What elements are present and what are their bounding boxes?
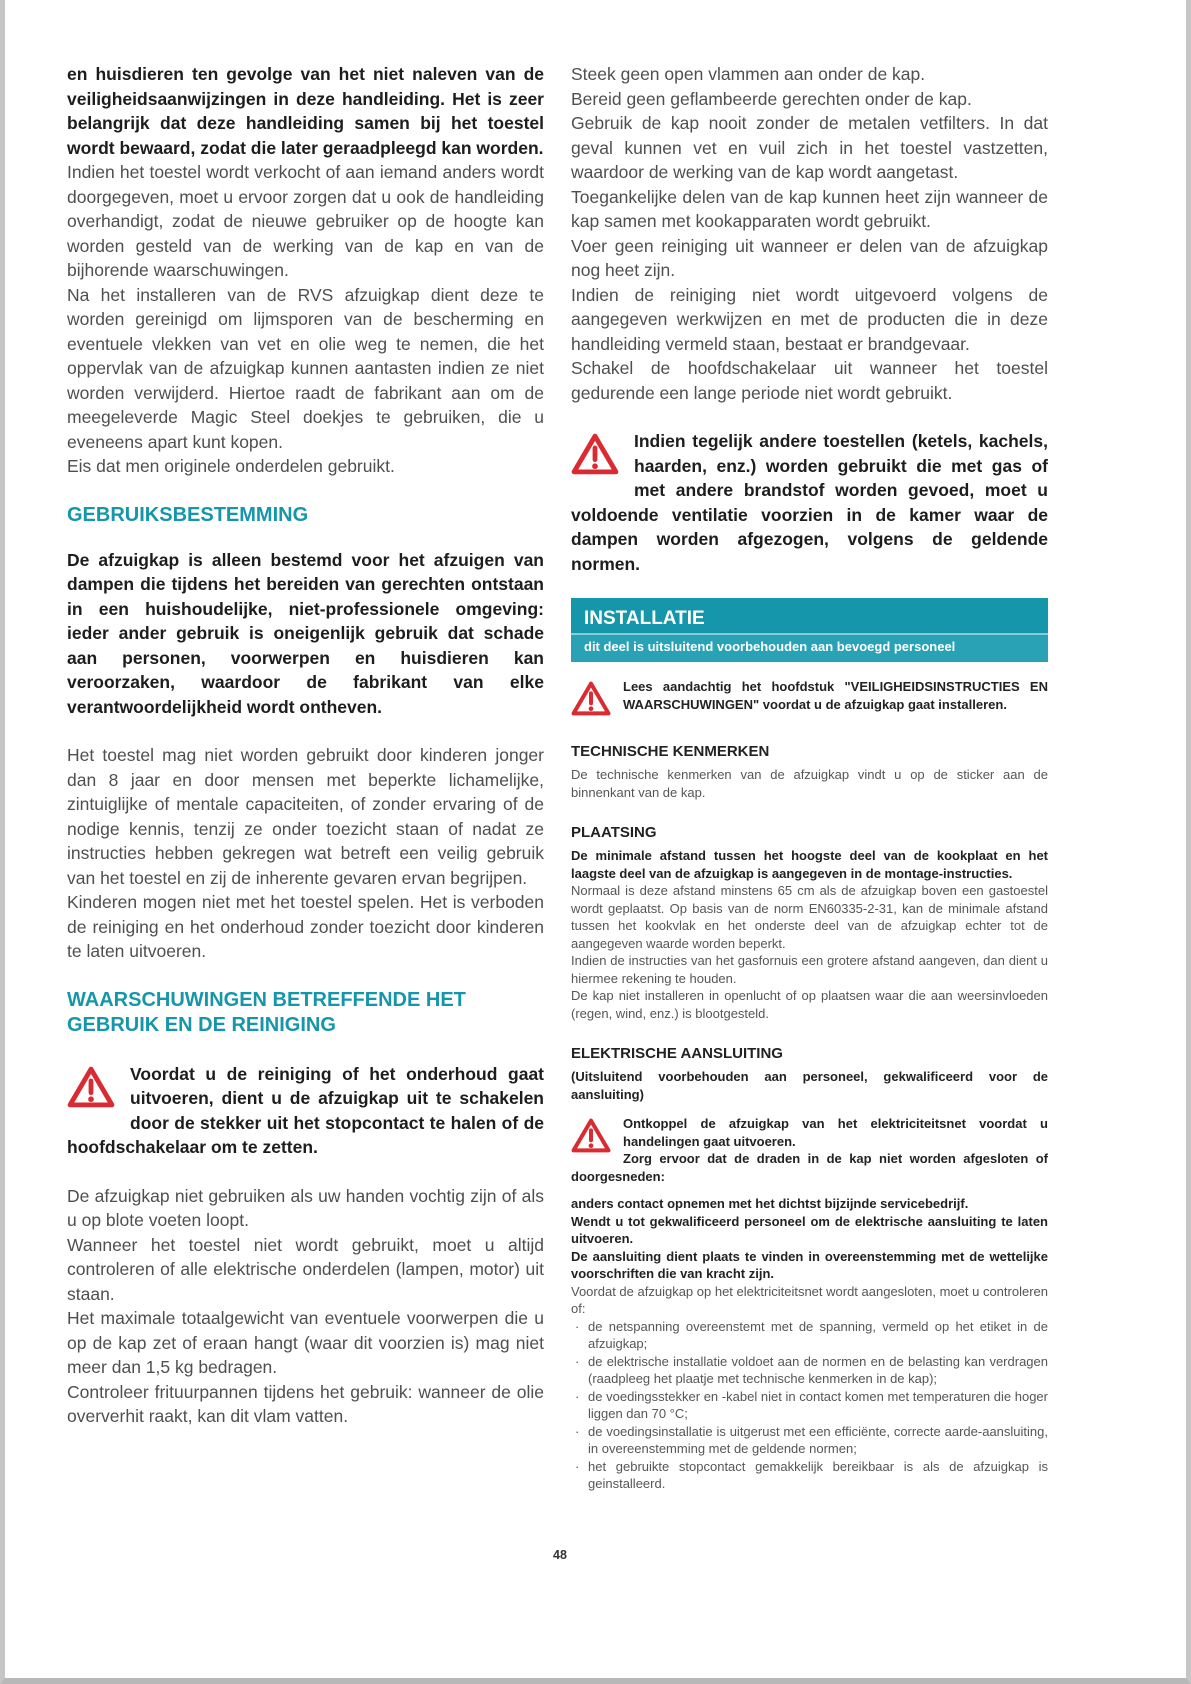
two-column-layout [5,0,1186,1493]
para-transfer: Indien het toestel wordt verkocht of aan iemand anders wordt doorgegeven, moet u ervoor zorgen dat u ook de handleiding overhandigt, zodat de nieuwe gebruiker op de hoogte kan worden gesteld van de werking van de kap en van de bijhorende waarschuwingen. [67,162,544,280]
para-max-weight: Het maximale totaalgewicht van eventuele voorwerpen die u op de kap zet of eraan hangt (waar dit voorzien is) mag niet meer dan 1,5 kg bedragen. [67,1308,544,1377]
installation-banner-title: INSTALLATIE [584,608,705,629]
warning-block-read-chapter [571,678,1048,720]
right-column [571,62,1048,1493]
para-cleaning-steel: Na het installeren van de RVS afzuigkap dient deze te worden gereinigd om lijmsporen van de bescherming en eventuele vlekken van vet en olie weg te nemen, die het oppervlak van de afzuigkap kunnen aantasten indien ze niet worden verwijderd. Hiertoe raadt de fabrikant aan om de meegeleverde Magic Steel doekjes te gebruiken, die u eveneens apart kunt kopen. [67,284,544,452]
para-qualified-personnel: Wendt u tot gekwalificeerd personeel om de elektrische aansluiting te laten uitvoeren. [571,1213,1048,1246]
para-main-switch: Schakel de hoofdschakelaar uit wanneer het toestel gedurende een lange periode niet wordt gebruikt. [571,358,1048,403]
warning-text-disconnect: Voordat u de reiniging of het onderhoud gaat uitvoeren, dient u de afzuigkap uit te schakelen door de stekker uit het stopcontact te halen of de hoofdschakelaar om te zetten. [67,1063,544,1157]
warning-icon [571,680,611,717]
bullet-installation-norms: · de elektrische installatie voldoet aan de normen en de belasting kan verdragen (raadpleeg het plaatje met technische kenmerken in de kap); [571,1353,1048,1388]
intro-bold-paragraph: en huisdieren ten gevolge van het niet naleven van de veiligheidsaanwijzingen in deze handleiding. Het is zeer belangrijk dat deze handleiding samen bij het toestel wordt bewaard, zodat die later geraadpleegd kan worden. [67,64,544,158]
bullet-voltage: · de netspanning overeenstemt met de spanning, vermeld op het etiket in de afzuigkap; [571,1318,1048,1353]
para-open-flames: Steek geen open vlammen aan onder de kap. [571,64,926,84]
para-placement-3: De kap niet installeren in openlucht of op plaatsen waar die aan weersinvloeden (regen, wind, enz.) is blootgesteld. [571,988,1048,1021]
heading-electrical-connection: ELEKTRISCHE AANSLUITING [571,1045,783,1062]
bullet-socket-accessible: · het gebruikte stopcontact gemakkelijk bereikbaar is als de afzuigkap is geinstalleerd. [571,1458,1048,1493]
para-check-intro: Voordat de afzuigkap op het elektriciteitsnet wordt aangesloten, moet u controleren of: [571,1283,1048,1316]
heading-usage: GEBRUIKSBESTEMMING [67,503,309,526]
para-children-2: Kinderen mogen niet met het toestel spelen. Het is verboden de reiniging en het onderhoud zonder toezicht door kinderen te laten uitvoeren. [67,892,544,961]
para-filters: Gebruik de kap nooit zonder de metalen vetfilters. In dat geval kunnen vet en vuil zich in het toestel vastzetten, waardoor de werking van de kap wordt aangetast. [571,113,1048,182]
installation-banner-subtitle: dit deel is uitsluitend voorbehouden aan bevoegd personeel [571,633,1048,662]
warning-block-ventilation [571,429,1048,576]
para-placement-1: Normaal is deze afstand minstens 65 cm als de afzuigkap boven een gastoestel wordt geplaatst. Op basis van de norm EN60335-2-31, kan de minimale afstand tussen het kookvlak en het onderste deel van de afzuigkap echter tot de aangegeven waarde worden beperkt. [571,883,1048,951]
bullet-earth-connection: · de voedingsinstallatie is uitgerust met een efficiënte, correcte aarde-aansluiting, in overeenstemming met de geldende normen; [571,1423,1048,1458]
warning-text-wires: Zorg ervoor dat de draden in de kap niet worden afgesloten of doorgesneden: [571,1151,1048,1184]
para-fire-risk: Indien de reiniging niet wordt uitgevoerd volgens de aangegeven werkwijzen en met de producten die in deze handleiding vermeld staan, bestaat er brandgevaar. [571,284,1048,354]
para-hot-parts: Toegankelijke delen van de kap kunnen heet zijn wanneer de kap samen met kookapparaten wordt gebruikt. [571,186,1048,231]
para-electrical-subheading: (Uitsluitend voorbehouden aan personeel, gekwalificeerd voor de aansluiting) [571,1069,1048,1102]
bullet-plug-temperature: · de voedingsstekker en -kabel niet in contact komen met temperaturen die hoger liggen dan 70 °C; [571,1388,1048,1423]
warning-block-electrical [571,1115,1048,1185]
para-children-1: Het toestel mag niet worden gebruikt door kinderen jonger dan 8 jaar en door mensen met beperkte lichamelijke, zintuiglijke of mentale capaciteiten, of zonder ervaring of de nodige kennis, tenzij ze onder toezicht staan of nadat ze instructies hebben gekregen wat betreft een veilig gebruik van het toestel en zij de inherente gevaren ervan begrijpen. [67,745,544,888]
warning-icon [571,432,619,476]
heading-technical-features: TECHNISCHE KENMERKEN [571,743,770,760]
para-original-parts: Eis dat men originele onderdelen gebruikt. [67,456,395,476]
warning-text-read-chapter: Lees aandachtig het hoofdstuk "VEILIGHEIDSINSTRUCTIES EN WAARSCHUWINGEN" voordat u de afzuigkap gaat installeren. [623,679,1048,712]
para-legal-regulations: De aansluiting dient plaats te vinden in overeenstemming met de wettelijke voorschriften die van kracht zijn. [571,1248,1048,1281]
para-placement-bold: De minimale afstand tussen het hoogste deel van de kookplaat en het laagste deel van de afzuigkap is aangegeven in de montage-instructies. [571,848,1048,881]
para-frying: Controleer frituurpannen tijdens het gebruik: wanneer de olie oververhit raakt, kan dit vlam vatten. [67,1381,544,1426]
para-clean-hot: Voer geen reiniging uit wanneer er delen van de afzuigkap nog heet zijn. [571,235,1048,280]
warning-icon [67,1065,115,1109]
warning-text-ventilation: Indien tegelijk andere toestellen (ketels, kachels, haarden, enz.) worden gebruikt die met gas of met andere brandstof worden gevoed, moet u voldoende ventilatie voorzien in de kamer waar de dampen worden afgezogen, volgens de geldende normen. [571,431,1048,574]
heading-placement: PLAATSING [571,824,657,841]
para-service-contact: anders contact opnemen met het dichtst bijzijnde servicebedrijf. [571,1196,969,1211]
heading-warnings-use-cleaning: WAARSCHUWINGEN BETREFFENDE HET GEBRUIK EN DE REINIGING [67,988,466,1036]
para-placement-2: Indien de instructies van het gasfornuis een grotere afstand aangeven, dan dient u hiermee rekening te houden. [571,953,1048,986]
para-technical-features: De technische kenmerken van de afzuigkap vindt u op de sticker aan de binnenkant van de kap. [571,767,1048,800]
page-number: 48 [553,1548,567,1562]
warning-block-disconnect [67,1062,544,1160]
usage-bold-paragraph: De afzuigkap is alleen bestemd voor het afzuigen van dampen die tijdens het bereiden van gerechten ontstaan in een huishoudelijke, niet-professionele omgeving: ieder ander gebruik is oneigenlijk gebruik dat schade aan personen, voorwerpen en huisdieren kan veroorzaken, waardoor de fabrikant van elke verantwoordelijkheid wordt ontheven. [67,549,544,717]
warning-text-unplug: Ontkoppel de afzuigkap van het elektriciteitsnet voordat u handelingen gaat uitvoeren. [623,1116,1048,1149]
para-flambe: Bereid geen geflambeerde gerechten onder de kap. [571,88,972,109]
para-wet-hands: De afzuigkap niet gebruiken als uw handen vochtig zijn of als u op blote voeten loopt. [67,1185,544,1230]
warning-icon [571,1117,611,1154]
installation-banner [571,598,1048,662]
para-check-off: Wanneer het toestel niet wordt gebruikt, moet u altijd controleren of alle elektrische onderdelen (lampen, motor) uit staan. [67,1234,544,1304]
left-column [67,62,544,1493]
